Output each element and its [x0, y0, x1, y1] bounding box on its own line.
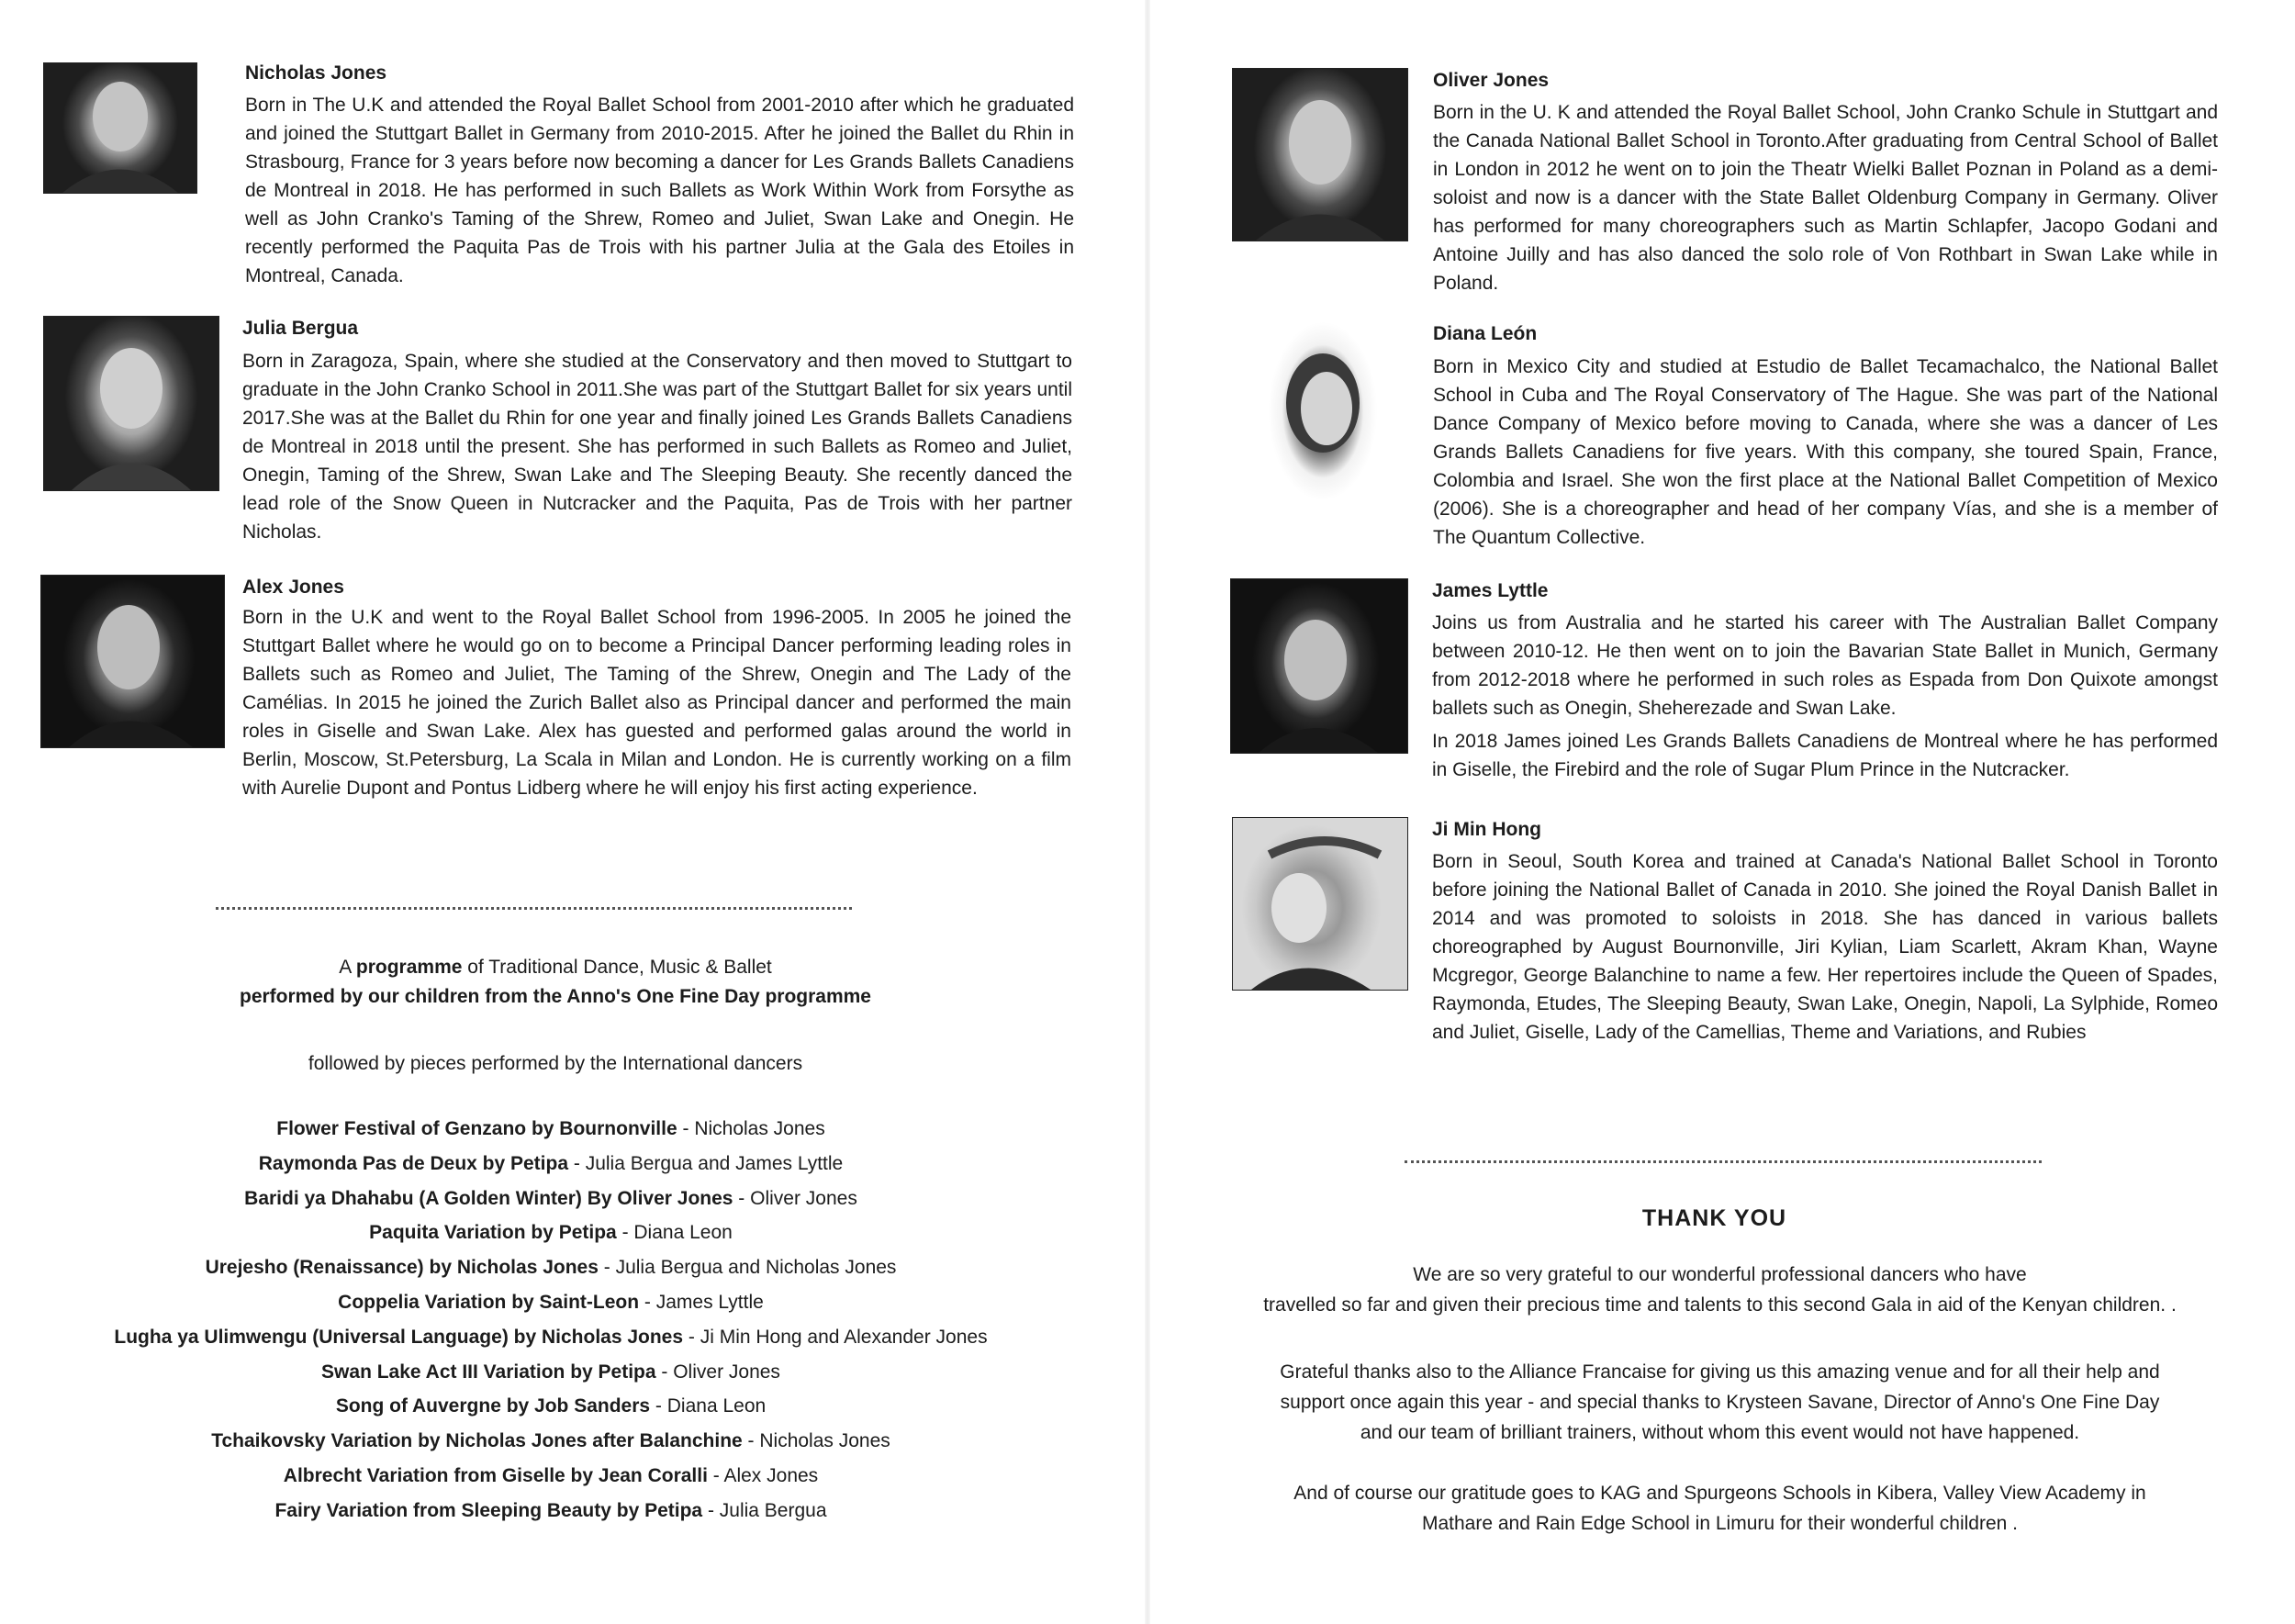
- portrait-icon: [44, 63, 196, 193]
- bio-diana-leon: [1254, 321, 2218, 569]
- programme-item: Paquita Variation by Petipa - Diana Leon: [369, 1222, 733, 1244]
- programme-item: Song of Auvergne by Job Sanders - Diana Leon: [335, 1395, 767, 1417]
- bio-text: [1432, 609, 2218, 784]
- bio-text: Born in The U.K and attended the Royal Ballet School from 2001-2010 after which he graduated and joined the Stuttgart Ballet in Germany from 2010-2015. After he joined the Ballet du Rhin in Strasbourg, France for 3 years before now becoming a dancer for Les Grands Ballets Canadiens de Montreal in 2018. He has performed in such Ballets as Work Within Work from Forsythe as well as John Cranko's Taming of the Shrew, Romeo and Juliet, Swan Lake and Onegin. He recently performed the Paquita Pas de Trois with his partner Julia at the Gala des Etoiles in Montreal, Canada.: [245, 95, 1074, 286]
- programme-item: Urejesho (Renaissance) by Nicholas Jones - Julia Bergua and Nicholas Jones: [205, 1257, 897, 1279]
- bio-name: James Lyttle: [1432, 580, 1549, 601]
- portrait-icon: [1231, 579, 1407, 753]
- programme-intro: [55, 953, 1056, 1012]
- thanks-paragraph-3: And of course our gratitude goes to KAG and Spurgeons Schools in Kibera, Valley View Academy in Mathare and Rain Edge School in Limuru for their wonderful children .: [1293, 1483, 2146, 1534]
- nicholas-jones-photo: [43, 62, 197, 194]
- programme-item: Swan Lake Act III Variation by Petipa - Oliver Jones: [321, 1361, 780, 1383]
- oliver-jones-photo: [1232, 68, 1408, 241]
- bio-text: Born in Mexico City and studied at Estudio de Ballet Tecamachalco, the National Ballet School in Cuba and The Royal Conservatory of The Hague. She was part of the National Dance Company of Mexico before moving to Canada, where she was a dancer of Les Grands Ballets Canadiens for five years. With this company, she toured Spain, France, Colombia and Israel. She won the first place at the National Ballet Competition of Mexico (2006). She is a choreographer and head of her company Vías, and she is a member of The Quantum Collective.: [1433, 356, 2218, 548]
- ji-min-hong-photo: [1232, 817, 1408, 991]
- bio-text: Born in the U. K and attended the Royal Ballet School, John Cranko Schule in Stuttgart and the Canada National Ballet School in Toronto.After graduating from Central School of Ballet in London in 2012 he went on to join the Theatr Wielki Ballet Poznan in Poland as a demi-soloist and now is a dancer with the State Ballet Oldenburg Company in Germany. Oliver has performed for many choreographers such as Martin Schlapfer, Jacopo Godani and Antoine Juilly and has also danced the solo role of Von Rothbart in Swan Lake while in Poland.: [1433, 102, 2218, 294]
- programme-item: Albrecht Variation from Giselle by Jean Coralli - Alex Jones: [283, 1464, 819, 1486]
- bio-name: Alex Jones: [242, 577, 344, 598]
- portrait-icon: [1255, 322, 1391, 500]
- bio-paragraph: In 2018 James joined Les Grands Ballets Canadiens de Montreal where he has performed in Giselle, the Firebird and the role of Sugar Plum Prince in the Nutcracker.: [1432, 731, 2218, 780]
- diana-leon-photo: [1254, 321, 1392, 501]
- bio-name: Ji Min Hong: [1432, 819, 1541, 840]
- programme-item: Lugha ya Ulimwengu (Universal Language) by Nicholas Jones - Ji Min Hong and Alexander Jones: [114, 1326, 988, 1348]
- portrait-icon: [1233, 818, 1407, 990]
- programme-intro-line2: performed by our children from the Anno's One Fine Day programme: [240, 986, 871, 1007]
- bio-text: Born in Seoul, South Korea and trained at Canada's National Ballet School in Toronto before joining the National Ballet of Canada in 2010. She joined the Royal Danish Ballet in 2014 and was promoted to soloists in 2018. She has danced in various ballets choreographed by August Bournonville, Jiri Kylian, Liam Scarlett, Akram Khan, Wayne Mcgregor, George Balanchine to name a few. Her repertoires include the Queen of Spades, Raymonda, Etudes, The Sleeping Beauty, Swan Lake, Onegin, Napoli, La Sylphide, Romeo and Juliet, Giselle, Lady of the Camellias, Theme and Variations, and Rubies: [1432, 851, 2218, 1043]
- bio-name: Julia Bergua: [242, 318, 359, 339]
- bio-text: Born in the U.K and went to the Royal Ballet School from 1996-2005. In 2005 he joined the Stuttgart Ballet where he would go on to become a Principal Dancer performing leading roles in Ballets such as Romeo and Juliet, The Taming of the Shrew, Onegin and The Lady of the Camélias. In 2015 he joined the Zurich Ballet also as Principal dancer and performed the main roles in Giselle and Swan Lake. Alex has guested and performed galas around the world in Berlin, Moscow, St.Petersburg, La Scala in Milan and London. He is currently working on a film with Aurelie Dupont and Pontus Lidberg where he will enjoy his first acting experience.: [242, 607, 1071, 799]
- bio-oliver-jones: [1232, 68, 2218, 307]
- thanks-paragraph-1: We are so very grateful to our wonderful professional dancers who have travelled so far and given their precious time and talents to this second Gala in aid of the Kenyan children. .: [1263, 1264, 2177, 1316]
- portrait-icon: [41, 576, 224, 747]
- divider: [1405, 1160, 2042, 1163]
- bio-ji-min-hong: [1232, 817, 2218, 1092]
- portrait-icon: [1233, 69, 1407, 241]
- portrait-icon: [44, 317, 218, 490]
- bio-name: Nicholas Jones: [245, 62, 387, 84]
- divider: [216, 907, 852, 910]
- bio-name: Diana León: [1433, 323, 1538, 344]
- programme-intro-line1: A programme of Traditional Dance, Music & Ballet: [339, 957, 772, 978]
- bio-paragraph: Joins us from Australia and he started his career with The Australian Ballet Company between 2010-12. He then went on to join the Bavarian State Ballet in Munich, Germany from 2012-2018 where he performed in such roles as Espada from Don Quixote amongst ballets such as Onegin, Sheherezade and Swan Lake.: [1432, 612, 2218, 719]
- followed-by-text: followed by pieces performed by the International dancers: [308, 1053, 803, 1074]
- programme-item: Flower Festival of Genzano by Bournonville - Nicholas Jones: [276, 1118, 825, 1139]
- bio-nicholas-jones: [43, 62, 1074, 310]
- bio-text: Born in Zaragoza, Spain, where she studied at the Conservatory and then moved to Stuttgart to graduate in the John Cranko School in 2011.She was part of the Stuttgart Ballet for six years until 2017.She was at the Ballet du Rhin for one year and finally joined Les Grands Ballets Canadiens de Montreal in 2018 until the present. She has performed in such Ballets as Romeo and Juliet, Onegin, Taming of the Shrew, Swan Lake and The Sleeping Beauty. She recently danced the lead role of the Snow Queen in Nutcracker and the Paquita, Pas de Trois with her partner Nicholas.: [242, 351, 1072, 543]
- james-lyttle-photo: [1230, 578, 1408, 754]
- thanks-paragraph-2: Grateful thanks also to the Alliance Francaise for giving us this amazing venue and for all their help and support once again this year - and special thanks to Krysteen Savane, Director of Anno's One Fine Day and our team of brilliant trainers, without whom this event would not have happened.: [1280, 1361, 2160, 1443]
- programme-item: Tchaikovsky Variation by Nicholas Jones after Balanchine - Nicholas Jones: [211, 1430, 890, 1452]
- programme-item: Baridi ya Dhahabu (A Golden Winter) By Oliver Jones - Oliver Jones: [244, 1187, 857, 1209]
- programme-list: [37, 1112, 1065, 1529]
- thank-you-heading: THANK YOU: [1641, 1205, 1787, 1231]
- bio-alex-jones: [40, 575, 1071, 841]
- bio-james-lyttle: [1230, 578, 2218, 799]
- programme-item: Raymonda Pas de Deux by Petipa - Julia Bergua and James Lyttle: [258, 1152, 844, 1174]
- bio-julia-bergua: [43, 316, 1072, 564]
- julia-bergua-photo: [43, 316, 219, 491]
- alex-jones-photo: [40, 575, 225, 748]
- programme-item: Coppelia Variation by Saint-Leon - James Lyttle: [338, 1291, 764, 1313]
- bio-name: Oliver Jones: [1433, 70, 1550, 91]
- programme-item: Fairy Variation from Sleeping Beauty by Petipa - Julia Bergua: [274, 1499, 827, 1521]
